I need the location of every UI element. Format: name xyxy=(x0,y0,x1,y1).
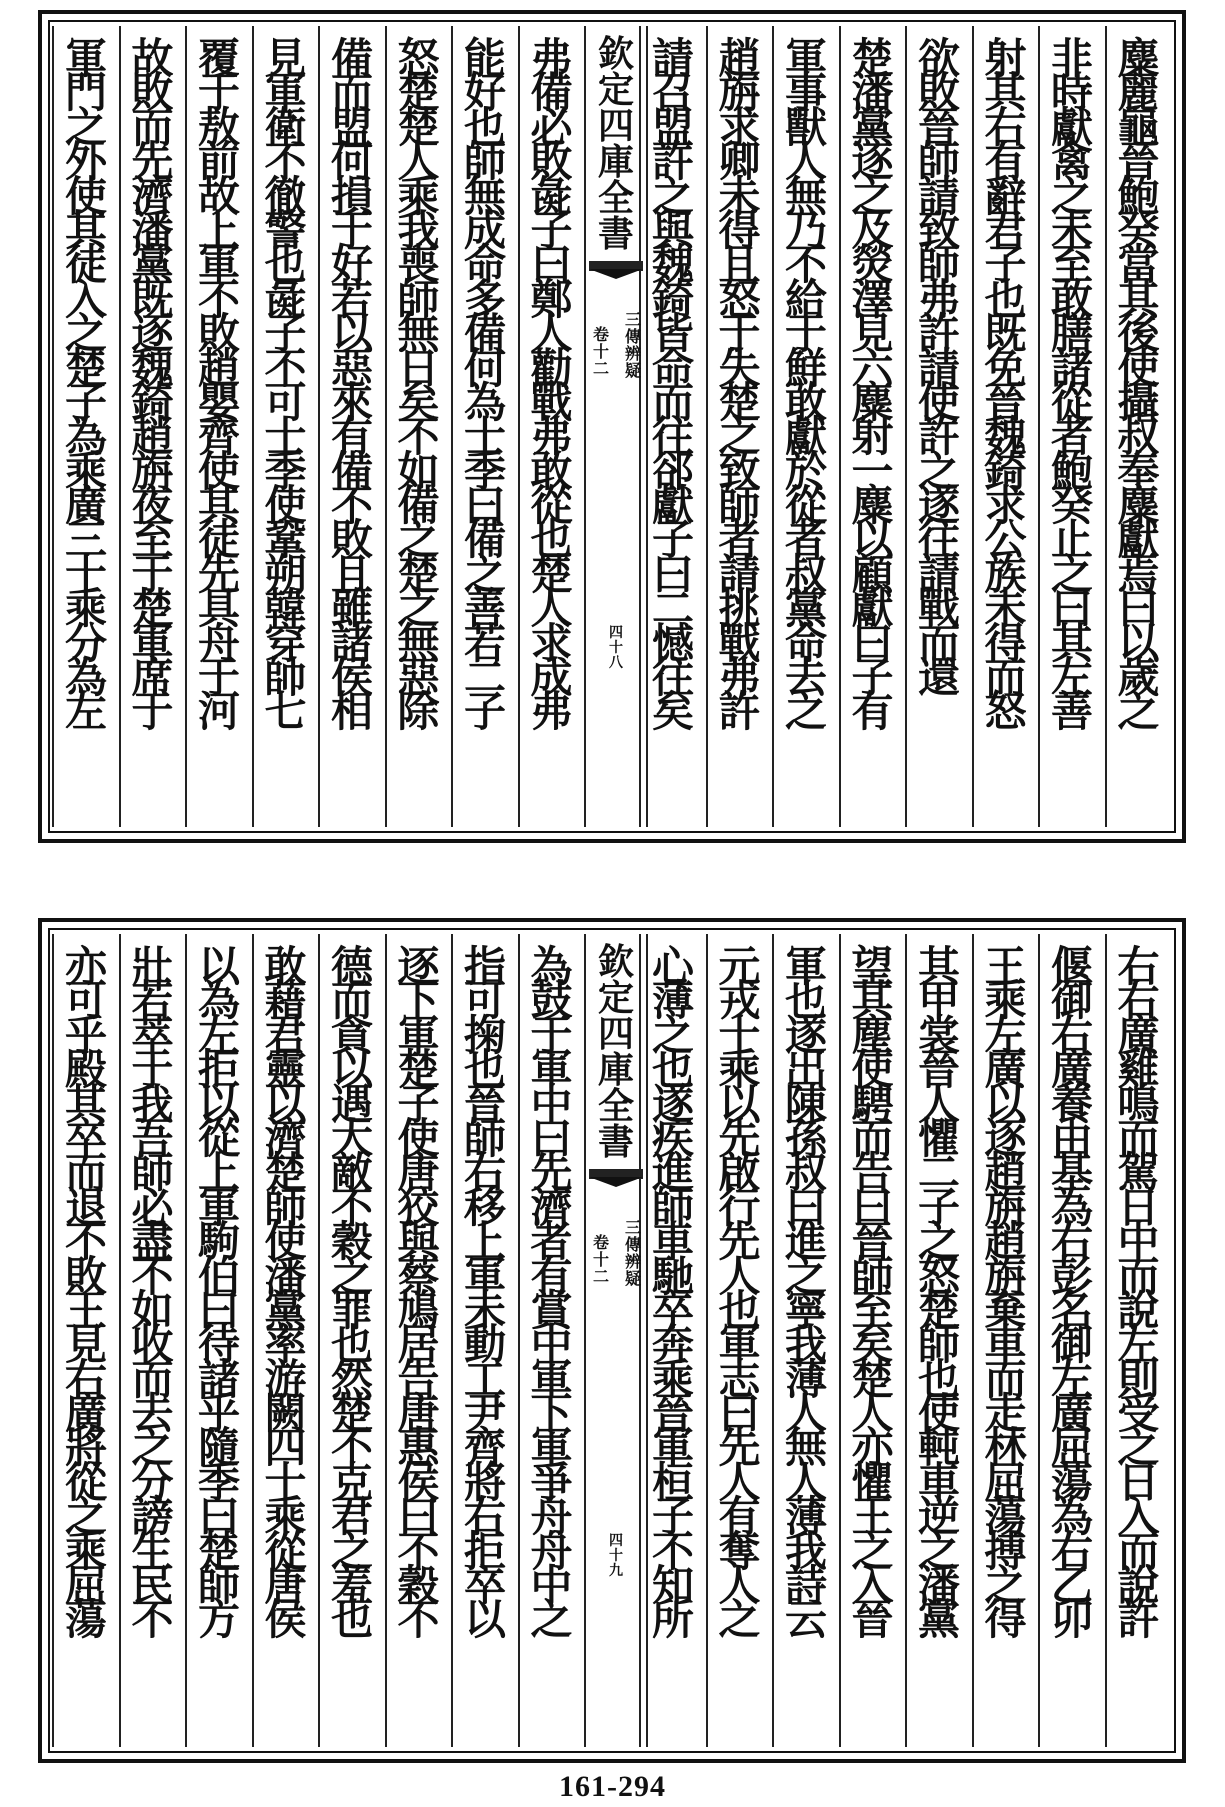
left-column-8: 軍 門 之 外 使 其 徒 入 之 楚 子 為 乘 廣 三 十 乘 分 為 左 xyxy=(64,34,107,737)
left-column-5: 敢 藉 君 靈 以 濟 楚 師 使 潘 黨 率 游 闕 四 十 乘 從 唐 侯 xyxy=(264,942,307,1645)
fold-rule xyxy=(646,934,648,1747)
right-column-8: 請 召 盟 許 之 與 魏 錡 皆 命 而 往 郤 獻 子 曰 二 憾 往 矣 xyxy=(651,34,694,737)
left-column-5: 見 軍 衛 不 徹 警 也 彘 子 不 可 士 季 使 鞏 朔 韓 穿 帥 七 xyxy=(264,34,307,737)
left-column-4: 備 而 盟 何 損 于 好 若 以 惡 來 有 備 不 敗 且 雖 諸 侯 相 xyxy=(330,34,373,737)
right-column-4: 欲 敗 晉 師 請 致 師 弗 許 請 使 許 之 遂 往 請 戰 而 還 xyxy=(917,34,960,703)
left-column-2: 能 好 也 師 無 成 命 多 備 何 為 士 季 曰 備 之 善 若 二 子 xyxy=(463,34,506,737)
right-column-1: 右 右 廣 雞 鳴 而 駕 日 中 而 說 左 則 受 之 日 入 而 說 許 xyxy=(1117,942,1160,1645)
fold-rule xyxy=(646,26,648,827)
fold-header xyxy=(585,934,647,1747)
right-column-1: 麋 麗 龜 晉 鮑 癸 當 其 後 使 攝 叔 奉 麋 獻 焉 曰 以 歲 之 xyxy=(1117,34,1160,737)
right-column-3: 王 乘 左 廣 以 逐 趙 旃 趙 旃 棄 車 而 走 林 屈 蕩 搏 之 得 xyxy=(984,942,1027,1645)
column-rule xyxy=(52,26,54,827)
fold-header xyxy=(585,26,647,827)
page-footer-number: 161-294 xyxy=(559,1770,666,1803)
right-column-4: 其 甲 裳 晉 人 懼 二 子 之 怒 楚 師 也 使 軘 車 逆 之 潘 黨 xyxy=(917,942,960,1645)
right-column-5: 望 其 塵 使 騁 而 告 曰 晉 師 至 矣 楚 人 亦 懼 王 之 入 晉 xyxy=(851,942,894,1645)
book-title: 三 傳 辨 疑 xyxy=(624,310,641,380)
left-column-3: 逐 下 軍 楚 子 使 唐 狡 與 蔡 鳩 居 告 唐 惠 侯 曰 不 穀 不 xyxy=(397,942,440,1645)
left-column-1: 弗 備 必 敗 彘 子 曰 鄭 人 勸 戰 弗 敢 從 也 楚 人 求 成 弗 xyxy=(530,34,573,737)
right-column-2: 偃 御 右 廣 養 由 基 為 右 彭 名 御 左 廣 屈 蕩 為 右 乙 卯 xyxy=(1050,942,1093,1645)
right-column-3: 射 其 右 有 辭 君 子 也 既 免 晉 魏 錡 求 公 族 未 得 而 怒 xyxy=(984,34,1027,737)
book-title: 三 傳 辨 疑 xyxy=(624,1218,641,1288)
fish-tail-mark xyxy=(589,1169,643,1187)
right-column-6: 軍 也 遂 出 陳 孫 叔 曰 進 之 寧 我 薄 人 無 人 薄 我 詩 云 xyxy=(784,942,827,1645)
leaf-number: 四 十 八 xyxy=(609,625,623,671)
volume-label: 卷 十 二 xyxy=(593,325,610,378)
bottom-page xyxy=(38,918,1186,1763)
left-column-6: 以 為 左 拒 以 從 上 軍 駒 伯 曰 待 諸 乎 隨 季 曰 楚 師 方 xyxy=(197,942,240,1645)
right-column-5: 楚 潘 黨 逐 之 及 熒 澤 見 六 麋 射 一 麋 以 顧 獻 曰 子 有 xyxy=(851,34,894,737)
fish-tail-mark xyxy=(589,261,643,279)
left-column-7: 壯 若 萃 于 我 吾 師 必 盡 不 如 收 而 去 之 分 謗 生 民 不 xyxy=(131,942,174,1645)
top-page xyxy=(38,10,1186,843)
right-column-7: 元 戎 十 乘 以 先 啟 行 先 人 也 軍 志 曰 先 人 有 奪 人 之 xyxy=(718,942,761,1645)
right-column-7: 趙 旃 求 卿 未 得 且 怒 于 失 楚 之 致 師 者 請 挑 戰 弗 許 xyxy=(718,34,761,737)
left-column-2: 指 可 掬 也 晉 師 右 移 上 軍 未 動 工 尹 齊 將 右 拒 卒 以 xyxy=(463,942,506,1645)
right-column-6: 軍 事 獸 人 無 乃 不 給 于 鮮 敢 獻 於 從 者 叔 黨 命 去 之 xyxy=(784,34,827,737)
left-column-8: 亦 可 乎 殿 其 卒 而 退 不 敗 王 見 右 廣 將 從 之 乘 屈 蕩 xyxy=(64,942,107,1645)
left-column-3: 怒 楚 楚 人 乘 我 喪 師 無 日 矣 不 如 備 之 楚 之 無 惡 除 xyxy=(397,34,440,737)
column-rule xyxy=(52,934,54,1747)
left-column-6: 覆 于 敖 前 故 上 軍 不 敗 趙 嬰 齊 使 其 徒 先 具 舟 于 河 xyxy=(197,34,240,737)
left-column-1: 為 鼓 于 軍 中 曰 先 濟 者 有 賞 中 軍 下 軍 爭 舟 舟 中 之 xyxy=(530,942,573,1645)
right-column-2: 非 時 獻 禽 之 未 至 敢 膳 諸 從 者 鮑 癸 止 之 曰 其 左 善 xyxy=(1050,34,1093,737)
volume-label: 卷 十 二 xyxy=(593,1233,610,1286)
left-column-4: 德 而 貪 以 遇 大 敵 不 穀 之 罪 也 然 楚 不 克 君 之 羞 也 xyxy=(330,942,373,1645)
collection-title: 欽 定 四 庫 全 書 xyxy=(597,941,634,1163)
collection-title: 欽 定 四 庫 全 書 xyxy=(597,33,634,255)
leaf-number: 四 十 九 xyxy=(609,1533,623,1579)
right-column-8: 心 薄 之 也 遂 疾 進 師 車 馳 卒 奔 乘 晉 軍 桓 子 不 知 所 xyxy=(651,942,694,1645)
left-column-7: 故 敗 而 先 濟 潘 黨 既 逐 魏 錡 趙 旃 夜 至 于 楚 軍 席 于 xyxy=(131,34,174,737)
